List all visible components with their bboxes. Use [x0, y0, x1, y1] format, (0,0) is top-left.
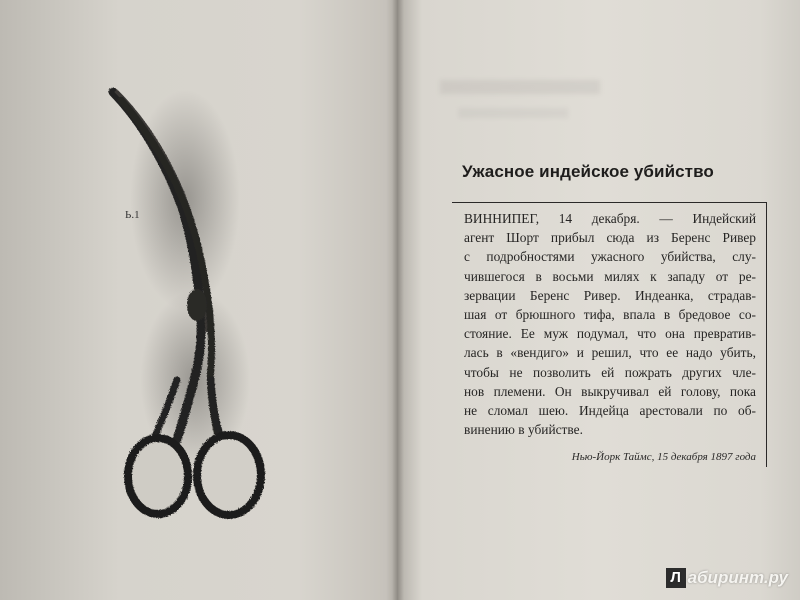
body-line: стояние. Ее муж подумал, что она превратив-	[464, 326, 756, 342]
book-gutter	[392, 0, 404, 600]
body-line: шая от брюшного тифа, впала в бредовое со-	[464, 307, 756, 323]
body-line: не сломал шею. Индейца арестовали по об-	[464, 403, 756, 419]
article-headline: Ужасное индейское убийство	[462, 162, 714, 181]
scissors-illustration	[95, 80, 295, 530]
show-through-text	[458, 108, 568, 118]
body-line: агент Шорт прибыл сюда из Беренс Ривер	[464, 230, 756, 246]
article-body	[464, 209, 756, 439]
body-line: чившегося в восьми милях к западу от ре-	[464, 268, 756, 284]
body-line: нов племени. Он выкручивал ей голову, пока	[464, 383, 756, 399]
body-line: винению в убийстве.	[464, 422, 583, 438]
body-line: зервации Беренс Ривер. Индеанка, страдав-	[464, 287, 756, 303]
body-line: чтобы не позволить ей пожрать других чле-	[464, 364, 756, 380]
body-line: с подробностями ужасного убийства, слу-	[464, 249, 756, 265]
article	[452, 162, 767, 467]
body-line: ВИННИПЕГ, 14 декабря. — Индейский	[464, 211, 756, 226]
scribble-mark: Ь.1	[125, 209, 140, 221]
watermark-text: абиринт.ру	[687, 568, 788, 587]
article-frame	[452, 202, 767, 467]
body-line: лась в «вендиго» и решил, что ее надо убить,	[464, 345, 756, 361]
article-source: Нью-Йорк Таймс, 15 декабря 1897 года	[571, 451, 756, 464]
labirint-watermark	[666, 568, 788, 588]
show-through-text	[440, 80, 600, 94]
labirint-logo-icon: Л	[666, 568, 686, 588]
